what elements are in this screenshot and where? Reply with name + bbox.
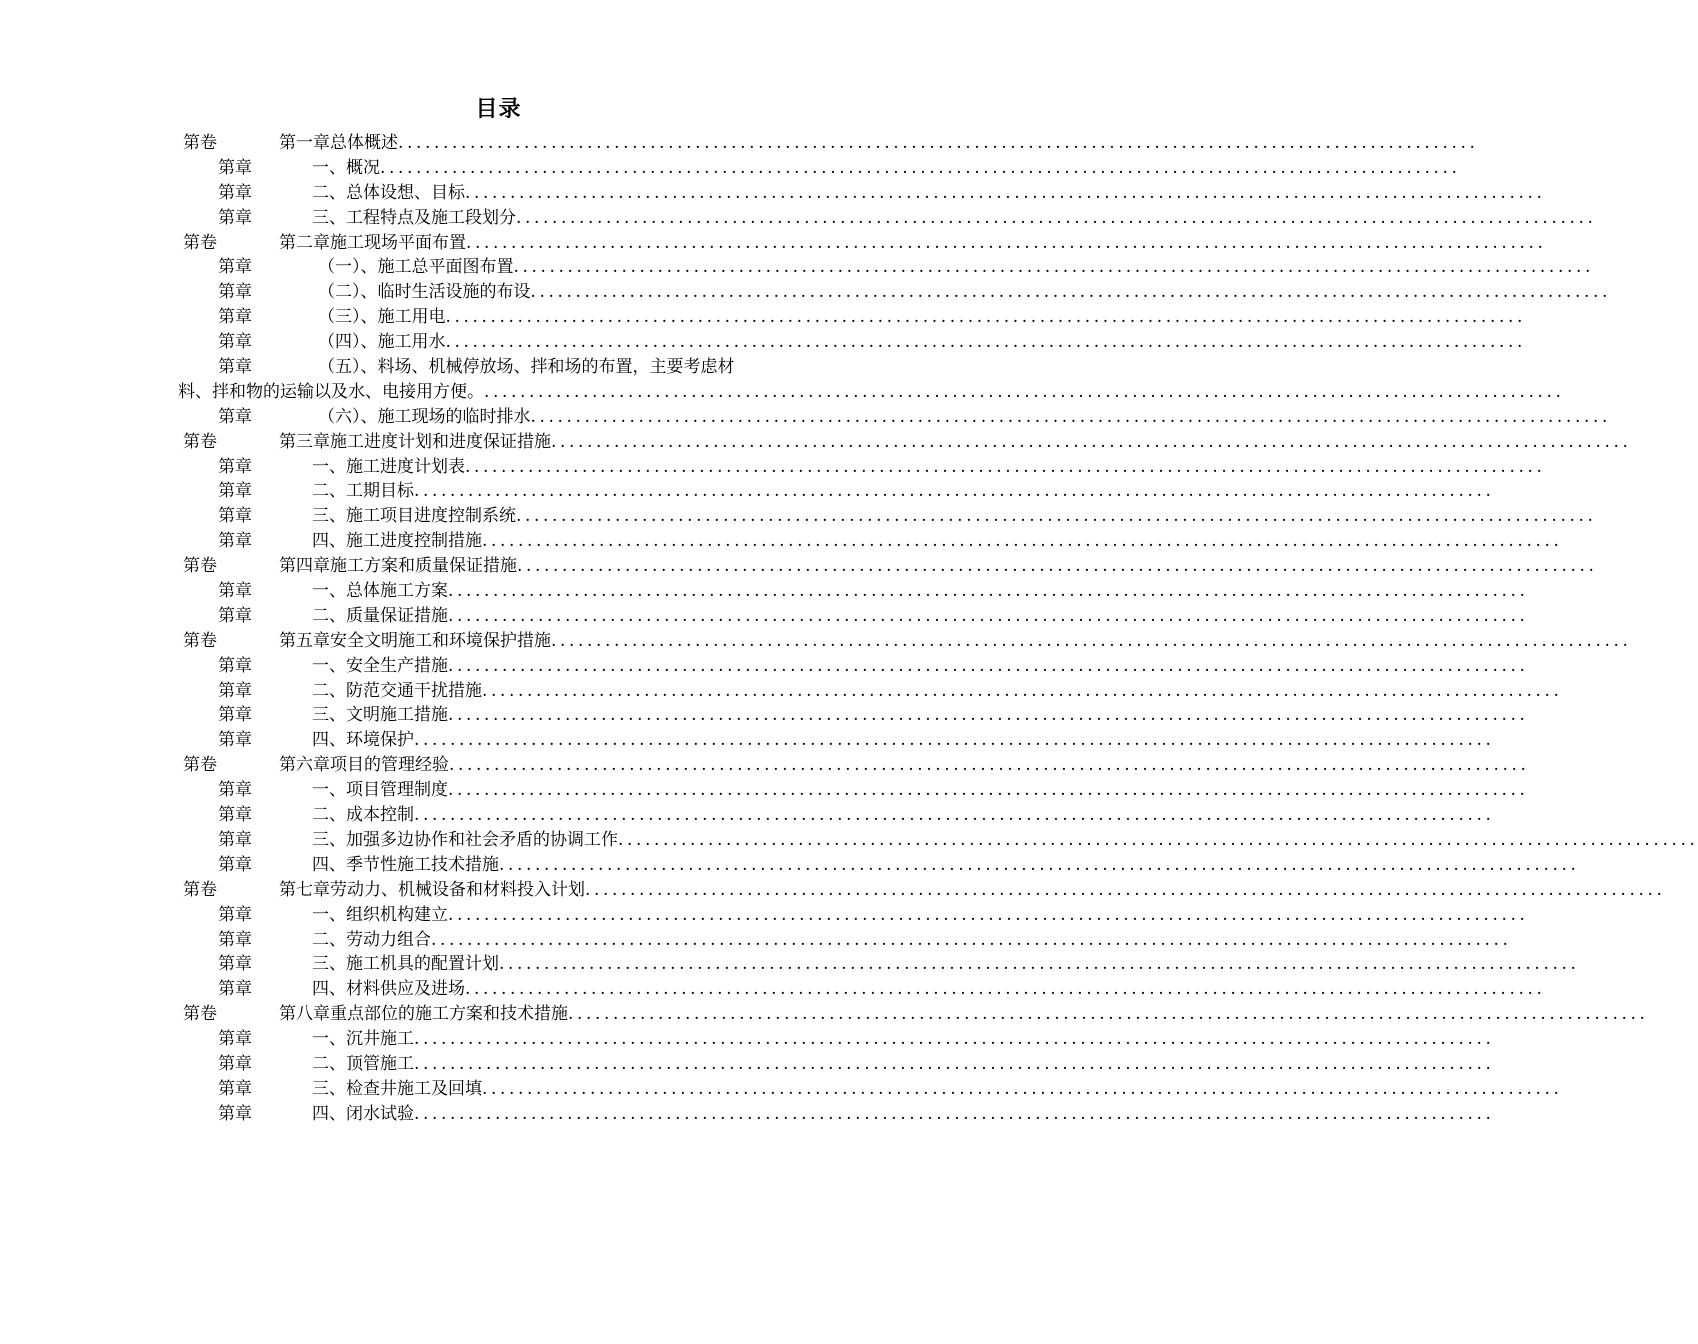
toc-leader-dots: ........................................................................................................................	[482, 1078, 1563, 1099]
toc-chapter-entry[interactable]	[0, 778, 1529, 803]
toc-entry-title: 三、施工机具的配置计划	[312, 954, 499, 975]
toc-entry-label: 第章	[218, 805, 252, 826]
toc-entry-text-wrapper	[279, 231, 1547, 256]
toc-entry-label: 第章	[218, 257, 252, 278]
toc-entry-label: 第章	[218, 506, 252, 527]
toc-leader-dots: ........................................................................................................................	[448, 655, 1529, 676]
toc-entry-text-wrapper	[312, 728, 1495, 753]
toc-entry-text-wrapper	[312, 604, 1529, 629]
toc-leader-dots: ........................................................................................................................	[513, 257, 1594, 278]
toc-leader-dots: ........................................................................................................................	[448, 780, 1529, 801]
toc-leader-dots: ........................................................................................................................	[380, 157, 1461, 178]
toc-chapter-entry[interactable]	[0, 405, 1611, 430]
page-title: 目录	[475, 96, 522, 122]
toc-chapter-entry[interactable]	[0, 1027, 1495, 1052]
toc-entry-title: 第八章重点部位的施工方案和技术措施	[279, 1004, 568, 1025]
toc-volume-entry[interactable]	[0, 131, 1479, 156]
toc-chapter-entry[interactable]	[0, 703, 1529, 728]
toc-entry-title: 三、检查井施工及回填	[312, 1078, 482, 1099]
toc-entry-text-wrapper	[312, 903, 1529, 928]
toc-entry-text-wrapper	[279, 131, 1479, 156]
toc-chapter-entry[interactable]	[0, 1052, 1495, 1077]
toc-entry-label: 第章	[218, 1029, 252, 1050]
toc-chapter-entry[interactable]	[0, 977, 1546, 1002]
toc-chapter-entry[interactable]	[0, 853, 1580, 878]
toc-entry-title: 二、总体设想、目标	[312, 182, 465, 203]
toc-entry-text-wrapper	[279, 629, 1632, 654]
toc-entry-label: 第章	[218, 705, 252, 726]
toc-entry-title: 二、成本控制	[312, 805, 414, 826]
toc-entry-text-wrapper	[312, 579, 1529, 604]
toc-entry-text-wrapper	[178, 380, 1565, 405]
toc-entry-label: 第章	[218, 730, 252, 751]
toc-leader-dots: ........................................................................................................................	[414, 805, 1495, 826]
toc-entry-text-wrapper	[312, 952, 1580, 977]
toc-chapter-entry[interactable]	[0, 479, 1495, 504]
toc-entry-label: 第章	[218, 655, 252, 676]
toc-entry-text-wrapper	[312, 803, 1495, 828]
toc-entry-label: 第章	[218, 207, 252, 228]
toc-leader-dots: ........................................................................................................................	[551, 431, 1632, 452]
toc-entry-text-wrapper	[279, 878, 1666, 903]
toc-entry-title: （六）、施工现场的临时排水	[318, 406, 531, 427]
toc-entry-text-wrapper	[312, 928, 1512, 953]
toc-chapter-entry[interactable]	[0, 156, 1461, 181]
toc-leader-dots: ........................................................................................................................	[499, 954, 1580, 975]
toc-entry-text-wrapper	[312, 679, 1563, 704]
toc-entry-text-wrapper	[312, 156, 1461, 181]
toc-entry-label: 第章	[218, 605, 252, 626]
toc-leader-dots: ........................................................................................................................	[484, 381, 1565, 402]
toc-entry-label: 第卷	[183, 431, 217, 452]
toc-entry-title: 四、季节性施工技术措施	[312, 854, 499, 875]
toc-entry-title: 三、文明施工措施	[312, 705, 448, 726]
toc-leader-dots: ........................................................................................................................	[482, 531, 1563, 552]
toc-entry-text-wrapper	[279, 430, 1632, 455]
toc-chapter-entry[interactable]	[0, 579, 1529, 604]
toc-entry-title: 二、质量保证措施	[312, 605, 448, 626]
toc-chapter-entry[interactable]	[0, 654, 1529, 679]
toc-entry-label: 第章	[218, 481, 252, 502]
toc-entry-title: 第二章施工现场平面布置	[279, 232, 466, 253]
toc-chapter-entry[interactable]	[0, 1077, 1563, 1102]
toc-leader-dots: ........................................................................................................................	[516, 506, 1597, 527]
toc-entry-text-wrapper	[312, 853, 1580, 878]
toc-entry-label: 第章	[218, 1078, 252, 1099]
toc-volume-entry[interactable]	[0, 629, 1632, 654]
toc-entry-text-wrapper	[318, 255, 1594, 280]
toc-entry-title: 第六章项目的管理经验	[279, 755, 449, 776]
toc-leader-dots: ........................................................................................................................	[585, 879, 1666, 900]
toc-leader-dots: ........................................................................................................................	[414, 1029, 1495, 1050]
toc-leader-dots: ........................................................................................................................	[414, 481, 1495, 502]
toc-chapter-entry[interactable]	[0, 679, 1563, 704]
toc-entry-title: 第三章施工进度计划和进度保证措施	[279, 431, 551, 452]
toc-entry-text-wrapper	[312, 181, 1546, 206]
toc-entry-text-wrapper	[312, 703, 1529, 728]
toc-entry-label: 第章	[218, 531, 252, 552]
toc-leader-dots: ........................................................................................................................	[618, 829, 1698, 850]
toc-entry-label: 第卷	[183, 232, 217, 253]
toc-leader-dots: ........................................................................................................................	[516, 207, 1597, 228]
toc-entry-text-wrapper	[279, 1002, 1649, 1027]
toc-entry-label: 第章	[218, 456, 252, 477]
toc-entry-title: 一、安全生产措施	[312, 655, 448, 676]
toc-chapter-entry[interactable]	[0, 181, 1546, 206]
toc-entry-title: 二、顶管施工	[312, 1053, 414, 1074]
toc-entry-text-wrapper	[312, 504, 1597, 529]
toc-chapter-entry[interactable]	[0, 604, 1529, 629]
toc-entry-title: 第七章劳动力、机械设备和材料投入计划	[279, 879, 585, 900]
toc-entry-title: 一、项目管理制度	[312, 780, 448, 801]
toc-leader-dots: ........................................................................................................................	[551, 630, 1632, 651]
toc-entry-text-wrapper	[312, 1102, 1495, 1127]
toc-leader-dots: ........................................................................................................................	[517, 556, 1598, 577]
toc-entry-title: 二、工期目标	[312, 481, 414, 502]
toc-entry-title: 四、材料供应及进场	[312, 979, 465, 1000]
toc-chapter-entry[interactable]	[0, 255, 1594, 280]
table-of-contents	[0, 131, 1698, 1127]
toc-entry-label: 第章	[218, 854, 252, 875]
toc-entry-title: （二）、临时生活设施的布设	[318, 282, 531, 303]
toc-entry-text-wrapper	[318, 305, 1526, 330]
toc-volume-entry[interactable]	[0, 554, 1598, 579]
toc-entry-label: 第卷	[183, 1004, 217, 1025]
toc-entry-label: 第章	[218, 182, 252, 203]
toc-leader-dots: ........................................................................................................................	[448, 605, 1529, 626]
toc-chapter-entry[interactable]	[0, 728, 1495, 753]
toc-entry-text-wrapper	[312, 654, 1529, 679]
toc-entry-label: 第章	[218, 581, 252, 602]
toc-volume-entry[interactable]	[0, 1002, 1649, 1027]
toc-chapter-entry[interactable]	[0, 455, 1546, 480]
toc-leader-dots: ........................................................................................................................	[466, 232, 1547, 253]
toc-entry-label: 第章	[218, 1053, 252, 1074]
toc-leader-dots: ........................................................................................................................	[448, 581, 1529, 602]
toc-entry-title: 三、加强多边协作和社会矛盾的协调工作	[312, 829, 618, 850]
toc-entry-title: 第五章安全文明施工和环境保护措施	[279, 630, 551, 651]
toc-entry-text-wrapper	[312, 479, 1495, 504]
toc-entry-label: 第章	[218, 282, 252, 303]
toc-leader-dots: ........................................................................................................................	[465, 456, 1546, 477]
toc-entry-label: 第章	[218, 929, 252, 950]
toc-entry-label: 第卷	[183, 133, 217, 153]
toc-chapter-entry[interactable]	[0, 504, 1597, 529]
toc-entry-text-wrapper	[312, 1052, 1495, 1077]
toc-leader-dots: ........................................................................................................................	[398, 133, 1479, 153]
toc-entry-label: 第章	[218, 954, 252, 975]
toc-leader-dots: ........................................................................................................................	[465, 979, 1546, 1000]
toc-entry-title: 一、概况	[312, 157, 380, 178]
toc-leader-dots: ........................................................................................................................	[482, 680, 1563, 701]
toc-entry-label: 第章	[218, 780, 252, 801]
toc-entry-text-wrapper	[318, 405, 1611, 430]
toc-leader-dots: ........................................................................................................................	[448, 904, 1529, 925]
toc-entry-label: 第章	[218, 829, 252, 850]
toc-entry-label: 第章	[218, 332, 252, 353]
toc-entry-title: 一、沉井施工	[312, 1029, 414, 1050]
toc-entry-title: （五）、料场、机械停放场、拌和场的布置，主要考虑材	[318, 357, 735, 378]
toc-entry-text-wrapper	[318, 355, 790, 380]
toc-volume-entry[interactable]	[0, 753, 1530, 778]
toc-chapter-entry[interactable]	[0, 1102, 1495, 1127]
toc-entry-label: 第章	[218, 157, 252, 178]
toc-entry-text-wrapper	[312, 828, 1698, 853]
toc-entry-label: 第卷	[183, 630, 217, 651]
toc-entry-label: 第章	[218, 1103, 252, 1124]
toc-chapter-entry[interactable]	[0, 828, 1698, 853]
toc-chapter-entry[interactable]	[0, 952, 1580, 977]
toc-entry-text-wrapper	[312, 455, 1546, 480]
toc-entry-title: 第四章施工方案和质量保证措施	[279, 556, 517, 577]
toc-volume-entry[interactable]	[0, 878, 1666, 903]
toc-entry-title: 四、环境保护	[312, 730, 414, 751]
toc-leader-dots: ........................................................................................................................	[431, 929, 1512, 950]
toc-leader-dots: ........................................................................................................................	[445, 307, 1526, 328]
toc-entry-title: 一、施工进度计划表	[312, 456, 465, 477]
toc-entry-label: 第章	[218, 406, 252, 427]
toc-entry-label: 第章	[218, 680, 252, 701]
toc-entry-label: 第卷	[183, 879, 217, 900]
toc-entry-label: 第章	[218, 307, 252, 328]
toc-entry-text-wrapper	[279, 554, 1598, 579]
toc-chapter-entry[interactable]	[0, 280, 1611, 305]
toc-chapter-entry[interactable]	[0, 903, 1529, 928]
toc-entry-title: （一）、施工总平面图布置	[318, 257, 514, 278]
toc-entry-title: 一、组织机构建立	[312, 904, 448, 925]
toc-entry-text-wrapper	[312, 1077, 1563, 1102]
toc-leader-dots: ........................................................................................................................	[414, 1103, 1495, 1124]
toc-entry-title: 第一章总体概述	[279, 133, 398, 153]
toc-leader-dots: ........................................................................................................................	[568, 1004, 1649, 1025]
toc-entry-continuation[interactable]	[0, 380, 1565, 405]
toc-leader-dots: ........................................................................................................................	[449, 755, 1530, 776]
toc-entry-text-wrapper	[312, 529, 1563, 554]
toc-entry-title: 三、工程特点及施工段划分	[312, 207, 516, 228]
toc-volume-entry[interactable]	[0, 231, 1547, 256]
toc-chapter-entry[interactable]	[0, 928, 1512, 953]
toc-entry-title: （四）、施工用水	[318, 332, 446, 353]
toc-volume-entry[interactable]	[0, 430, 1632, 455]
toc-leader-dots: ........................................................................................................................	[414, 730, 1495, 751]
toc-entry-label: 第章	[218, 979, 252, 1000]
toc-entry-text-wrapper	[318, 330, 1526, 355]
toc-entry-title: 四、闭水试验	[312, 1103, 414, 1124]
toc-entry-text-wrapper	[312, 206, 1597, 231]
toc-entry-label: 第章	[218, 904, 252, 925]
toc-chapter-entry[interactable]	[0, 305, 1526, 330]
toc-chapter-entry[interactable]	[0, 529, 1563, 554]
toc-entry-text-wrapper	[279, 753, 1530, 778]
toc-entry-title: （三）、施工用电	[318, 307, 446, 328]
toc-entry-text-wrapper	[312, 1027, 1495, 1052]
toc-entry-label: 第章	[218, 357, 252, 378]
toc-entry-title: 二、防范交通干扰措施	[312, 680, 482, 701]
toc-entry-text-wrapper	[312, 778, 1529, 803]
toc-entry-title: 三、施工项目进度控制系统	[312, 506, 516, 527]
toc-leader-dots: ........................................................................................................................	[465, 182, 1546, 203]
toc-entry-title: 料、拌和物的运输以及水、电接用方便。	[178, 381, 484, 402]
toc-leader-dots: ........................................................................................................................	[530, 406, 1611, 427]
toc-chapter-entry[interactable]	[0, 206, 1597, 231]
toc-entry-title: 四、施工进度控制措施	[312, 531, 482, 552]
toc-entry-title: 二、劳动力组合	[312, 929, 431, 950]
toc-entry-text-wrapper	[318, 280, 1611, 305]
toc-leader-dots: ........................................................................................................................	[445, 332, 1526, 353]
toc-chapter-entry[interactable]	[0, 330, 1526, 355]
toc-leader-dots: ........................................................................................................................	[530, 282, 1611, 303]
toc-entry-title: 一、总体施工方案	[312, 581, 448, 602]
toc-chapter-entry[interactable]	[0, 803, 1495, 828]
toc-chapter-entry[interactable]	[0, 355, 950, 380]
toc-leader-dots: ........................................................................................................................	[448, 705, 1529, 726]
toc-leader-dots: ........................................................................................................................	[414, 1053, 1495, 1074]
toc-entry-text-wrapper	[312, 977, 1546, 1002]
toc-entry-label: 第卷	[183, 556, 217, 577]
toc-entry-label: 第卷	[183, 755, 217, 776]
toc-leader-dots: ........................................................................................................................	[499, 854, 1580, 875]
